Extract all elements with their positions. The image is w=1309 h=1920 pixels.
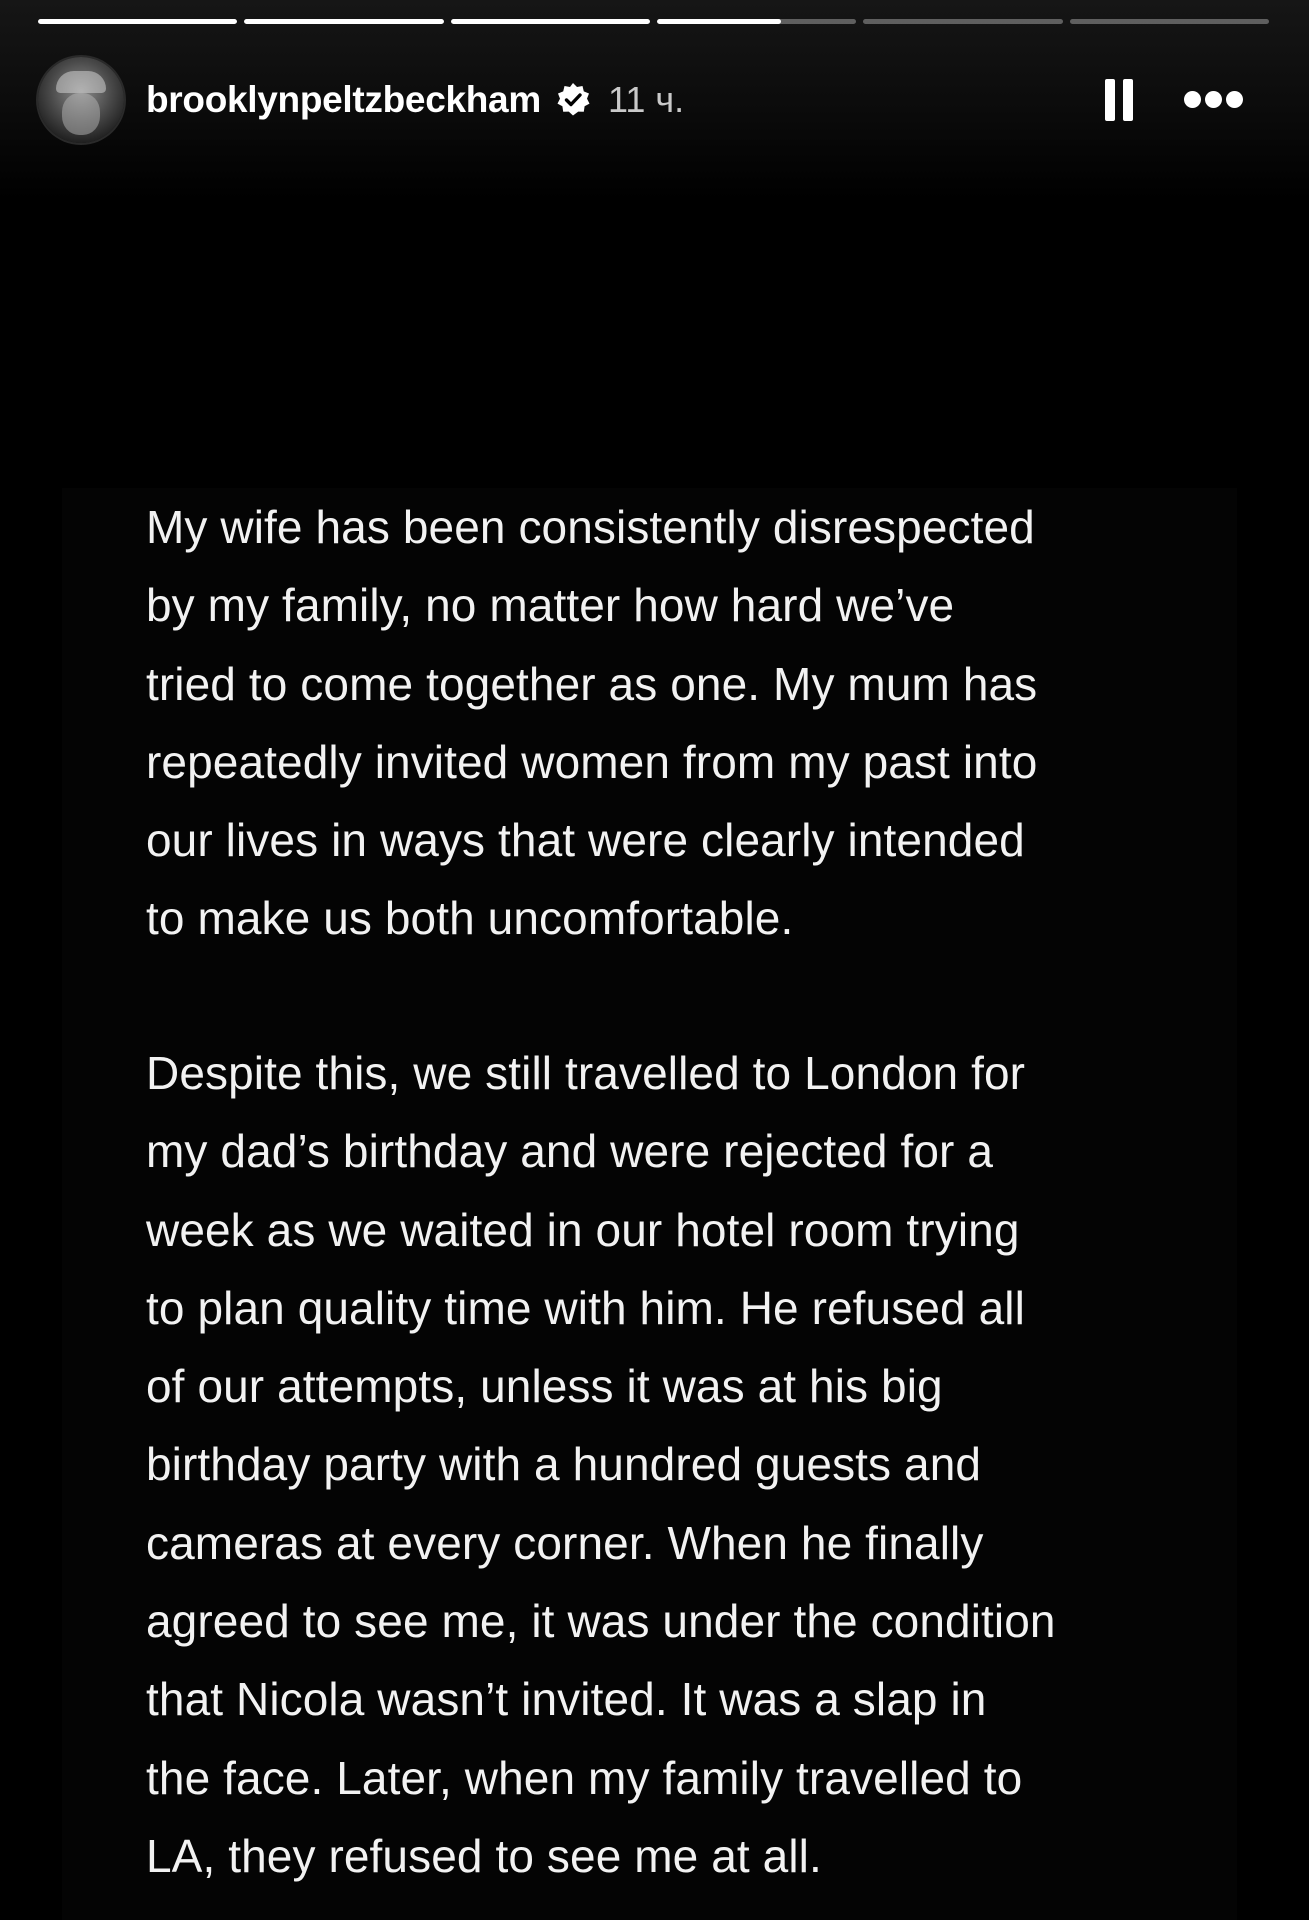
- story-text-line: repeatedly invited women from my past into: [146, 735, 1038, 788]
- pause-icon: [1123, 79, 1133, 121]
- story-text-line: agreed to see me, it was under the condition: [146, 1595, 1056, 1648]
- progress-segment: [1070, 19, 1269, 24]
- story-text-line: the face. Later, when my family travelled to: [146, 1751, 1023, 1804]
- more-options-icon: [1226, 91, 1243, 108]
- verified-badge-icon: [554, 81, 592, 119]
- story-progress-bar: [38, 19, 1269, 24]
- story-text-line: week as we waited in our hotel room trying: [146, 1203, 1020, 1256]
- story-text-line: My wife has been consistently disrespected: [146, 501, 1035, 553]
- story-text-line: tried to come together as one. My mum has: [146, 657, 1038, 710]
- progress-segment: [38, 19, 237, 24]
- story-header: [38, 57, 1269, 143]
- more-options-button[interactable]: [1184, 91, 1244, 109]
- avatar[interactable]: [38, 57, 124, 143]
- pause-button[interactable]: [1105, 79, 1135, 121]
- progress-segment-fill: [451, 19, 650, 24]
- story-text-line: to plan quality time with him. He refused all: [146, 1281, 1025, 1334]
- progress-segment: [451, 19, 650, 24]
- more-options-icon: [1205, 91, 1222, 108]
- progress-segment: [863, 19, 1062, 24]
- more-options-icon: [1184, 91, 1201, 108]
- progress-segment-fill: [657, 19, 781, 24]
- story-text-line: by my family, no matter how hard we’ve: [146, 579, 955, 632]
- progress-segment: [244, 19, 443, 24]
- story-text-line: to make us both uncomfortable.: [146, 892, 794, 945]
- story-text-line: birthday party with a hundred guests and: [146, 1438, 982, 1491]
- progress-segment: [657, 19, 856, 24]
- pause-icon: [1105, 79, 1115, 121]
- story-text-line: LA, they refused to see me at all.: [146, 1829, 822, 1882]
- story-text-line: our lives in ways that were clearly intended: [146, 814, 1025, 867]
- story-text-line: that Nicola wasn’t invited. It was a slap in: [146, 1673, 987, 1726]
- progress-segment-fill: [244, 19, 443, 24]
- story-text-line: of our attempts, unless it was at his big: [146, 1360, 943, 1413]
- story-paragraph-1: [146, 488, 1186, 958]
- story-text-line: Despite this, we still travelled to London for: [146, 1047, 1026, 1099]
- post-time: 11 ч.: [608, 79, 685, 120]
- username-link[interactable]: brooklynpeltzbeckham: [146, 79, 541, 120]
- story-text-line: my dad’s birthday and were rejected for a: [146, 1125, 994, 1178]
- progress-segment-fill: [38, 19, 237, 24]
- story-paragraph-2: [146, 1034, 1186, 1895]
- story-text-line: cameras at every corner. When he finally: [146, 1516, 984, 1569]
